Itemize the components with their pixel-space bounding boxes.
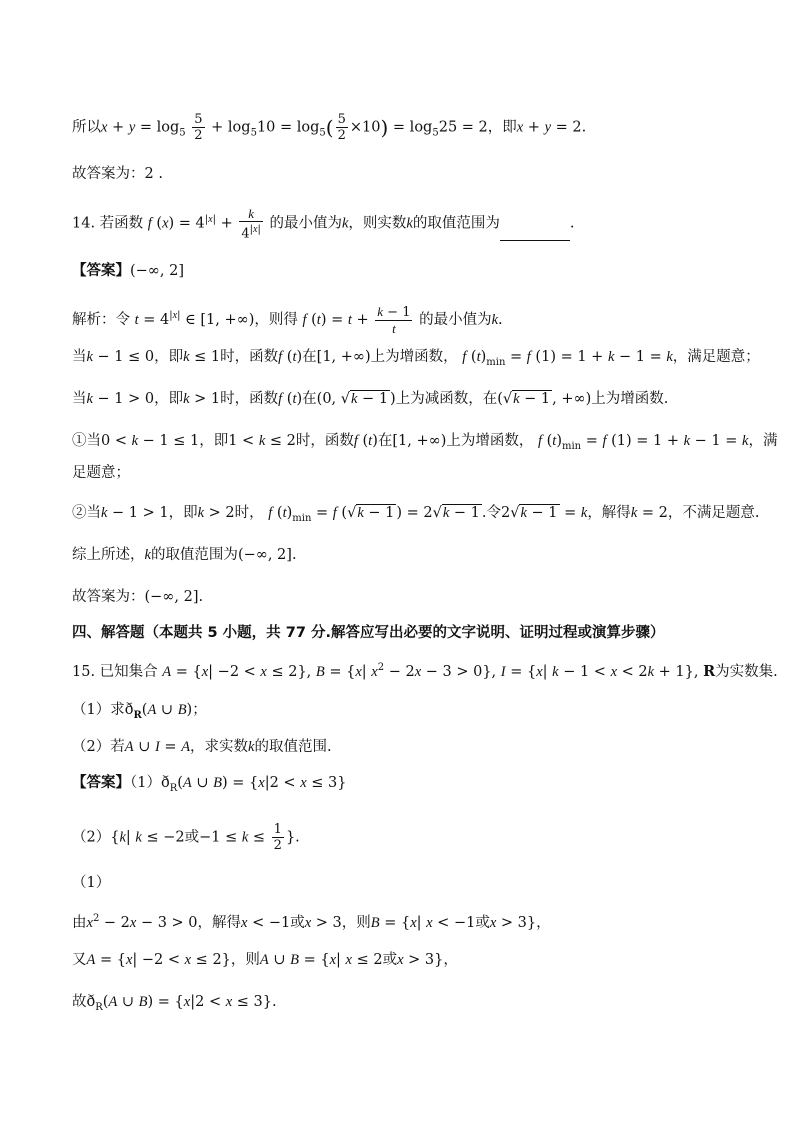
summary-14: 综上所述，k的取值范围为(−∞, 2]. [72,547,297,563]
case-2: 当k − 1 > 0，即k > 1时，函数f (t)在(0, √k − 1 )上为减函数，在(√k − 1 , +∞)上为增函数. [72,391,669,407]
case-1: 当k − 1 ≤ 0，即k ≤ 1时，函数f (t)在[1, +∞)上为增函数， f $(t)_{min} = f$ (1) = 1 + k − 1 = k，满足题意； [72,349,760,368]
proof-step-1: 由$x^2 - 2x - 3 > 0$，解得x < −1或x > 3，则B = {x| x < −1或x > 3}， [72,913,551,931]
question-14: 14. 若函数 f $(x) = 4^{|x|}$ + $\frac{k}{4^{|x|}}$ 的最小值为k，则实数k的取值范围为 . [72,206,575,242]
subcase-2: ②当k − 1 > 1，即k > 2时， f $(t)_{min} = f$ (√k − 1 ) = 2√k − 1 .令2√k − 1 = k，解得k = 2，不满足题意. [72,505,760,524]
section-heading-4: 四、解答题（本题共 5 小题，共 77 分.解答应写出必要的文字说明、证明过程或演算步骤） [72,625,665,641]
subcase-1-cont: 足题意； [72,465,130,481]
subcase-1: ①当0 < k − 1 ≤ 1，即1 < k ≤ 2时，函数f (t)在[1, +∞)上为增函数， f $(t)_{min} = f$ (1) = 1 + k − 1 = k，满 [72,433,778,452]
final-answer-14: 故答案为：(−∞, 2]. [72,589,204,605]
answer-14: 【答案】(−∞, 2] [72,262,184,279]
question-15-part-1: （1）求$ð_R(A$ ∪ B)； [72,702,207,721]
proof-step-3: 故$ð_R(A$ ∪ B) = {x|2 < x ≤ 3}. [72,994,277,1013]
answer-15-part-2: （2）{k| k ≤ −2或−1 ≤ k ≤ $\frac{1}{2}$ }. [72,822,300,853]
answer-15-part-1: 【答案】$(1)ð_R(A$ ∪ B) = {x|2 < x ≤ 3} [72,774,347,794]
answer-line-2: 故答案为：2 . [72,166,163,182]
line-log-sum: 所以$x + y = \log_5$ $\frac{5}{2}$ + $\log_510 = \log_5$( $\frac{5}{2}$ $\times 10) = \log_525 = 2$，即x + y = 2. [72,112,587,143]
analysis-14: 解析：令 $t = 4^{|x|}$ ∈ [1, +∞)，则得 f (t) = t + $\frac{k - 1}{t}$ 的最小值为k. [72,304,503,336]
fraction-5-2: $\frac{5}{2}$ [194,112,203,143]
question-15: 15. 已知集合 A = {x| −2 < x ≤ 2}, B = {x| $x^2 - 2x - 3 > 0$}, I = {x| k − 1 < x < 2k + 1}, R为实数集. [72,662,778,680]
proof-part-1-label: （1） [72,875,111,891]
question-15-part-2: （2）若A ∪ I = A，求实数k的取值范围. [72,739,332,755]
proof-step-2: 又A = {x| −2 < x ≤ 2}，则A ∪ B = {x| x ≤ 2或x > 3}， [72,952,458,968]
answer-blank [500,226,570,241]
